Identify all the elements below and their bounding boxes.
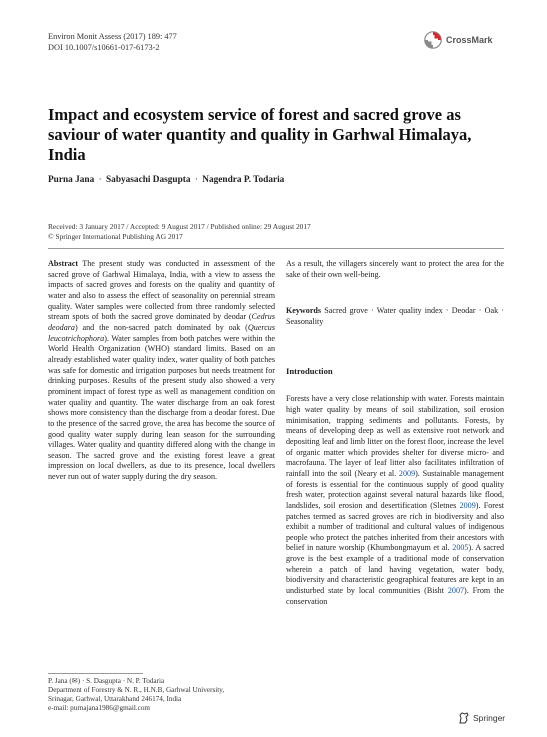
crossmark-icon	[424, 31, 442, 49]
springer-label: Springer	[473, 713, 506, 723]
header-divider	[48, 248, 504, 249]
intro-paragraph	[286, 394, 504, 607]
journal-doi[interactable]: DOI 10.1007/s10661-017-6173-2	[48, 43, 160, 52]
intro-text: ). A sacred grove is the best example of a traditional mode of conservation wherein a patch of land having vegetation, water body, biodiversity and characteristic geographical features are kept in an undisturbed state by local communities (Bisht	[286, 543, 504, 596]
abstract-column	[48, 259, 275, 483]
journal-citation: Environ Monit Assess (2017) 189: 477	[48, 32, 177, 41]
paper-title: Impact and ecosystem service of forest and sacred grove as saviour of water quantity and quality in Garhwal Himalaya, India	[48, 105, 472, 164]
intro-text: ). From the conservation	[286, 586, 504, 606]
author-affiliation	[48, 677, 278, 713]
author-separator: ·	[98, 175, 102, 185]
keywords-list: Sacred grove · Water quality index · Deodar · Oak · Seasonality	[286, 306, 504, 326]
crossmark-badge[interactable]	[424, 31, 493, 49]
intro-text: Forests have a very close relationship with water. Forests maintain high water quality by means of soil stabilization, soil erosion minimisation, trapping sediments and pollutants. Forests, by means of developing deep as well as extensive root network and depositing leaf and limb litter on the forest floor, increase the level of organic matter which provides shelter for diverse micro- and macrofauna. The layer of leaf litter also facilitates infiltration of rainfall into the soil (Neary et al.	[286, 394, 504, 478]
affiliation-authors: P. Jana (✉) · S. Dasgupta · N. P. Todaria	[48, 677, 165, 685]
journal-header	[48, 31, 177, 53]
copyright-line: © Springer International Publishing AG 2017	[48, 232, 183, 241]
history-dates: Received: 3 January 2017 / Accepted: 9 August 2017 / Published online: 29 August 2017	[48, 222, 311, 231]
right-column	[286, 259, 504, 607]
author-name[interactable]: Purna Jana	[48, 175, 95, 185]
intro-text: ). Sustainable management of forests is essential for the continuous supply of good quality fresh water, protection against several natural hazards like flood, landslides, soil erosion and desertification (Sletnes	[286, 468, 504, 510]
species-name: Quercus leucotrichophora	[48, 322, 275, 343]
author-separator: ·	[194, 175, 198, 185]
citation-link[interactable]: 2005	[452, 543, 469, 553]
abstract-text: ). Water samples from both patches were within the World Health Organization (WHO) standard limits. Based on an already established water quality index, water quality of both patches was safe for domestic and irrigation purposes but needs treatment for drinking purposes. Results of the present study also showed a very prominent impact of forest type as well as management condition on water quality and quantity. The water discharge from an oak forest shows more consistency than the discharge from a deodar forest. Due to the presence of the sacred grove, the area has become the source of good quality water supply during lean season for the surrounding villages. Water quality and quantity differed along with the change in season. The sacred grove and the existing forest leave a great impression on local dwellers, as due to its presence, local dwellers never run out of water supply during the dry season.	[48, 333, 275, 482]
crossmark-label: CrossMark	[446, 35, 493, 45]
citation-link[interactable]: 2007	[447, 586, 465, 596]
author-name[interactable]: Nagendra P. Todaria	[202, 175, 285, 185]
species-name: Cedrus deodara	[48, 312, 275, 332]
keywords-paragraph	[286, 306, 504, 327]
affiliation-department: Department of Forestry & N. R., H.N.B, Garhwal University,	[48, 685, 225, 694]
keywords-label: Keywords	[286, 306, 322, 316]
footnote-divider	[48, 673, 143, 674]
affiliation-email[interactable]: e-mail: purnajana1986@gmail.com	[48, 703, 151, 712]
abstract-text: ) and the non-sacred patch dominated by oak (	[74, 322, 248, 332]
springer-horse-icon	[458, 712, 470, 724]
publication-dates	[48, 222, 311, 242]
section-heading: Introduction	[286, 365, 333, 376]
citation-link[interactable]: 2009	[398, 468, 416, 478]
author-list	[48, 175, 284, 185]
abstract-label: Abstract	[48, 259, 79, 268]
springer-logo	[458, 712, 505, 724]
author-name[interactable]: Sabyasachi Dasgupta	[106, 175, 191, 185]
abstract-continuation: As a result, the villagers sincerely want to protect the area for the sake of their own well-being.	[286, 259, 504, 279]
abstract-paragraph	[48, 259, 275, 483]
intro-text: ). Forest patches termed as sacred groves are rich in biodiversity and also exhibit a number of traditional and cultural values of indigenous people who protect the patches inherited from their ancestors with belief in nature worship (Khumbongmayum et al.	[286, 500, 504, 553]
affiliation-address: Srinagar, Garhwal, Uttarakhand 246174, India	[48, 694, 182, 703]
abstract-text: The present study was conducted in assessment of the sacred grove of Garhwal Himalaya, India, with a view to assess the impacts of sacred groves and forests on the quality and quantity of water and also to assess the effect of seasonality on perennial stream quality. Water samples were collected from three randomly selected stream spots of both the sacred grove dominated by deodar (	[48, 259, 275, 322]
citation-link[interactable]: 2009	[459, 500, 476, 510]
